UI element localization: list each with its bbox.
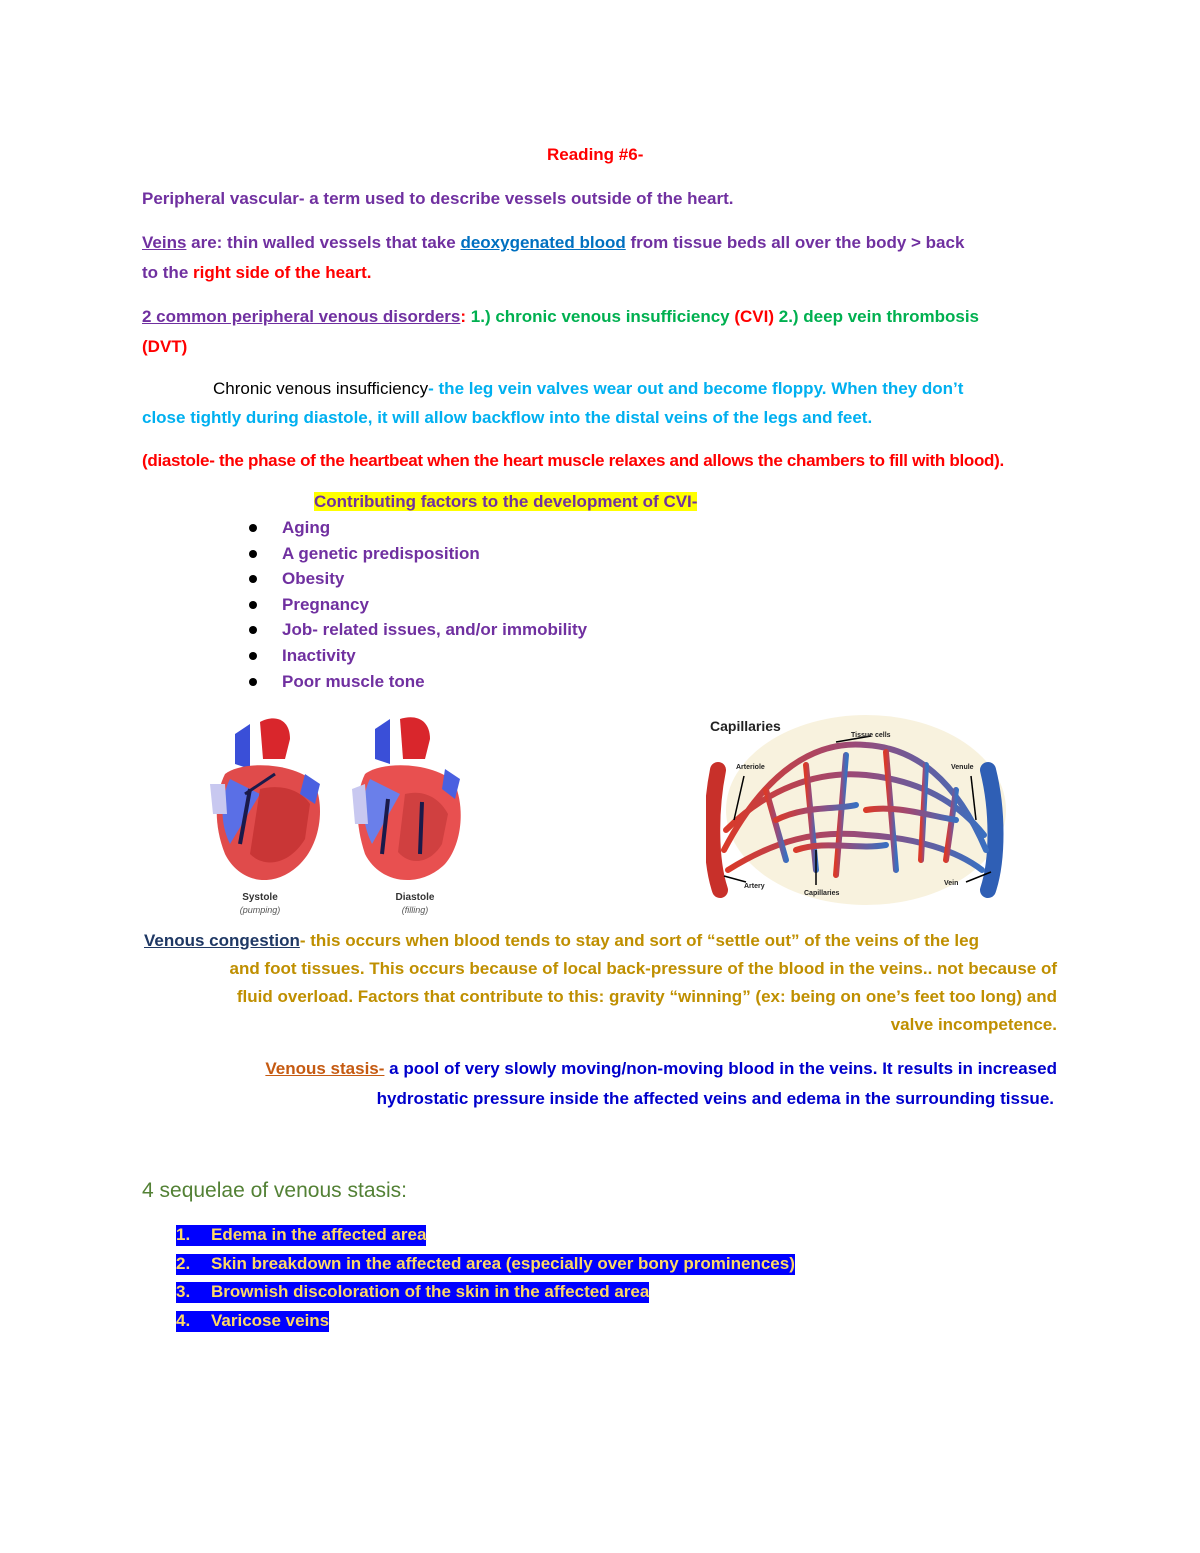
disorders-colon: : — [460, 307, 467, 326]
artery-label: Artery — [744, 883, 765, 890]
congestion-line-4: valve incompetence. — [890, 1015, 1057, 1034]
capillaries-illustration — [706, 710, 1006, 910]
veins-line-1 — [142, 231, 964, 255]
heart-figure — [205, 714, 475, 924]
disorder-cvi-abbr: (CVI) — [729, 307, 775, 326]
capillaries-figure — [706, 710, 1006, 910]
cvi-line-1 — [213, 377, 963, 401]
peripheral-def: - a term used to describe vessels outside of the heart. — [298, 189, 734, 208]
disorders-line-1 — [142, 305, 979, 329]
sequela-number: 2. — [176, 1253, 191, 1273]
right-side-heart-text: right side of the heart. — [193, 263, 372, 282]
bullet-icon — [249, 550, 257, 558]
sequela-highlight — [176, 1282, 649, 1303]
list-item — [176, 1222, 795, 1251]
diastole-heart — [352, 717, 461, 880]
list-item — [244, 643, 587, 669]
disorder-dvt: deep vein thrombosis — [798, 307, 980, 326]
sequelae-heading: 4 sequelae of venous stasis: — [142, 1179, 408, 1202]
factor-label: Poor muscle tone — [282, 671, 425, 691]
stasis-text-1: a pool of very slowly moving/non-moving blood in the veins. It results in increased — [384, 1059, 1057, 1078]
diastole-note: (diastole- the phase of the heartbeat when the heart muscle relaxes and allows the chambers to fill with blood). — [142, 451, 1004, 470]
bullet-icon — [249, 601, 257, 609]
vein-label: Vein — [944, 880, 959, 887]
list-item — [244, 592, 587, 618]
venule-label: Venule — [951, 764, 974, 771]
veins-term: Veins — [142, 233, 187, 252]
sequela-number: 4. — [176, 1310, 191, 1330]
cvi-term: Chronic venous insufficiency — [213, 379, 429, 398]
stasis-term: Venous stasis- — [265, 1059, 385, 1078]
list-item — [176, 1308, 795, 1337]
sequelae-list — [176, 1222, 795, 1336]
congestion-term: Venous congestion — [144, 931, 300, 950]
disorders-label: 2 common peripheral venous disorders — [142, 307, 461, 326]
sequela-number: 3. — [176, 1282, 191, 1301]
diastole-caption: Diastole — [395, 892, 435, 903]
disorder-num-2: 2.) — [774, 307, 799, 326]
congestion-line-1 — [144, 929, 979, 953]
veins-text-3: to the — [142, 263, 193, 282]
page-title: Reading #6- — [547, 145, 644, 164]
veins-text-2: from tissue beds all over the body > back — [625, 233, 965, 252]
sequela-text: Varicose veins — [211, 1310, 330, 1330]
sequela-text: Skin breakdown in the affected area (especially over bony prominences) — [211, 1253, 795, 1273]
systole-subcaption: (pumping) — [239, 905, 281, 915]
stasis-line-1 — [265, 1057, 1057, 1081]
systole-caption: Systole — [242, 892, 278, 903]
bullet-icon — [249, 626, 257, 634]
sequela-highlight — [176, 1225, 426, 1246]
tissue-cells-label: Tissue cells — [851, 732, 891, 739]
peripheral-definition — [142, 187, 733, 211]
peripheral-term: Peripheral vascular — [142, 189, 299, 208]
factor-label: A genetic predisposition — [282, 543, 480, 563]
factor-label: Job- related issues, and/or immobility — [282, 620, 588, 640]
list-item — [176, 1251, 795, 1280]
capillaries-label: Capillaries — [804, 890, 840, 897]
deoxygenated-blood-link[interactable]: deoxygenated blood — [460, 233, 626, 252]
heart-illustration — [205, 714, 475, 894]
systole-heart — [210, 718, 320, 880]
sequela-number: 1. — [176, 1225, 191, 1244]
factors-heading — [314, 490, 697, 514]
disorders-line-2: (DVT) — [142, 337, 188, 356]
diastole-subcaption: (filling) — [401, 905, 429, 915]
congestion-line-2: and foot tissues. This occurs because of local back-pressure of the blood in the veins.. not because of — [229, 959, 1057, 978]
factor-label: Obesity — [282, 569, 345, 589]
sequela-highlight — [176, 1254, 795, 1275]
congestion-line-3: fluid overload. Factors that contribute to this: gravity “winning” (ex: being on one’s feet too long) and — [236, 987, 1057, 1006]
cvi-text-1: - the leg vein valves wear out and become floppy. When they don’t — [428, 379, 964, 398]
veins-text-1: are: thin walled vessels that take — [186, 233, 461, 252]
cvi-line-2: close tightly during diastole, it will allow backflow into the distal veins of the legs and feet. — [142, 408, 873, 427]
veins-line-2 — [142, 261, 372, 285]
disorder-cvi: chronic venous insufficiency — [490, 307, 730, 326]
bullet-icon — [249, 575, 257, 583]
list-item — [244, 617, 587, 643]
factor-label: Pregnancy — [282, 594, 369, 614]
list-item — [244, 515, 587, 541]
factors-heading-text: Contributing factors to the development of CVI- — [314, 492, 698, 511]
bullet-icon — [249, 678, 257, 686]
sequela-text: Brownish discoloration of the skin in the affected area — [211, 1282, 650, 1301]
factor-label: Aging — [282, 518, 331, 537]
list-item — [244, 669, 587, 695]
bullet-icon — [249, 652, 257, 660]
stasis-line-2: hydrostatic pressure inside the affected veins and edema in the surrounding tissue. — [376, 1089, 1054, 1108]
bullet-icon — [249, 524, 257, 532]
factors-list — [244, 515, 587, 694]
factor-label: Inactivity — [282, 645, 356, 665]
disorder-num-1: 1.) — [466, 307, 491, 326]
capillaries-title: Capillaries — [710, 718, 781, 734]
congestion-text-1: - this occurs when blood tends to stay and sort of “settle out” of the veins of the leg — [299, 931, 979, 950]
list-item — [176, 1279, 795, 1308]
sequela-text: Edema in the affected area — [211, 1225, 427, 1244]
sequela-highlight — [176, 1311, 329, 1332]
list-item — [244, 566, 587, 592]
list-item — [244, 541, 587, 567]
arteriole-label: Arteriole — [736, 764, 765, 771]
